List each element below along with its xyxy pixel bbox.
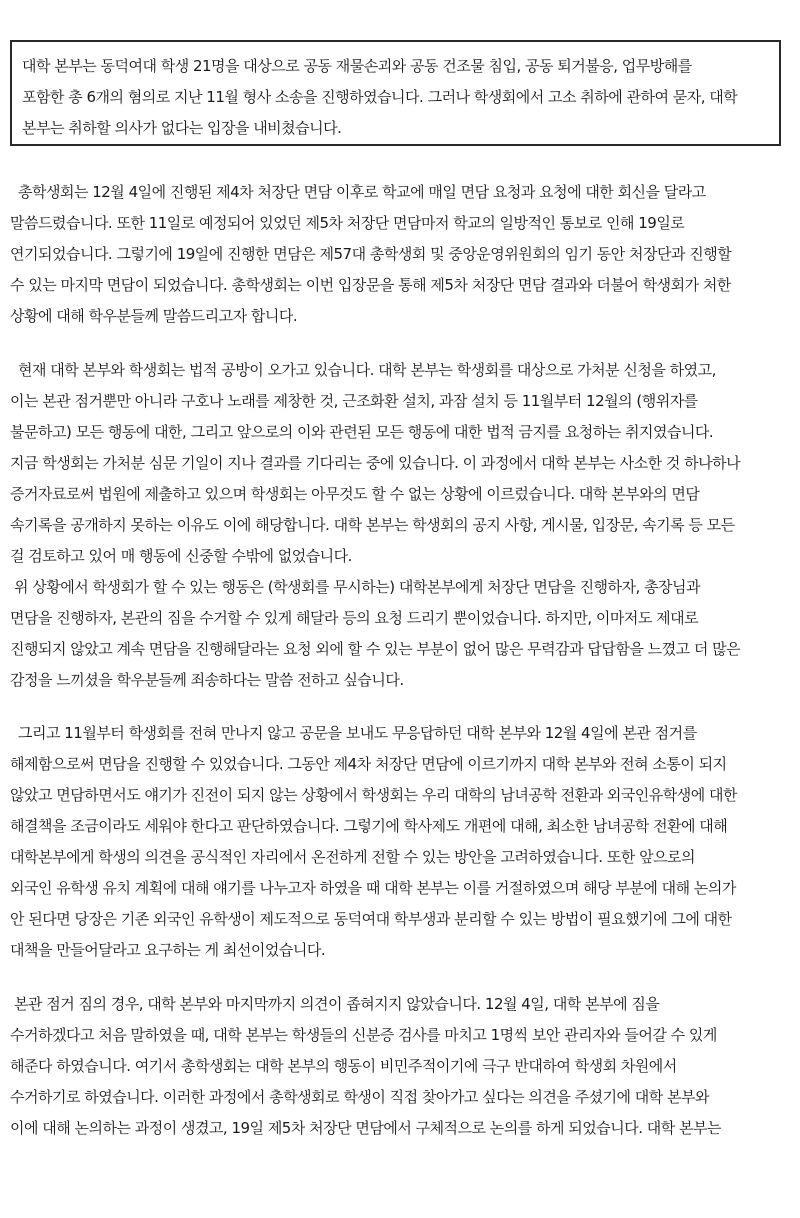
- paragraph-line: 수 있는 마지막 면담이 되었습니다. 총학생회는 이번 입장문을 통해 제5차 처장단 면담 결과와 더불어 학생회가 처한: [10, 276, 731, 294]
- paragraph-line: 현재 대학 본부와 학생회는 법적 공방이 오가고 있습니다. 대학 본부는 학생회를 대상으로 가처분 신청을 하였고,: [18, 361, 716, 379]
- paragraph-line: 해결책을 조금이라도 세워야 한다고 판단하였습니다. 그렇기에 학사제도 개편에 대해, 최소한 남녀공학 전환에 대해: [10, 817, 728, 835]
- paragraph-line: 걸 검토하고 있어 매 행동에 신중할 수밖에 없었습니다.: [10, 547, 352, 565]
- paragraph-line: 수거하겠다고 처음 말하였을 때, 대학 본부는 학생들의 신분증 검사를 마치고 1명씩 보안 관리자와 들어갈 수 있게: [10, 1026, 717, 1044]
- paragraph-line: 속기록을 공개하지 못하는 이유도 이에 해당합니다. 대학 본부는 학생회의 공지 사항, 게시물, 입장문, 속기록 등 모든: [10, 516, 735, 534]
- notice-line: 포함한 총 6개의 혐의로 지난 11월 형사 소송을 진행하였습니다. 그러나 학생회에서 고소 취하에 관하여 묻자, 대학: [22, 88, 738, 106]
- paragraph-line: 대학본부에게 학생의 의견을 공식적인 자리에서 온전하게 전할 수 있는 방안을 고려하였습니다. 또한 앞으로의: [10, 848, 696, 866]
- paragraph-line: 지금 학생회는 가처분 심문 기일이 지나 결과를 기다리는 중에 있습니다. 이 과정에서 대학 본부는 사소한 것 하나하나: [10, 454, 741, 472]
- paragraph-line: 본관 점거 짐의 경우, 대학 본부와 마지막까지 의견이 좁혀지지 않았습니다. 12월 4일, 대학 본부에 짐을: [14, 995, 660, 1013]
- paragraph-line: 그리고 11월부터 학생회를 전혀 만나지 않고 공문을 보내도 무응답하던 대학 본부와 12월 4일에 본관 점거를: [18, 724, 697, 742]
- paragraph-line: 이는 본관 점거뿐만 아니라 구호나 노래를 제창한 것, 근조화환 설치, 과잠 설치 등 11월부터 12월의 (행위자를: [10, 392, 698, 410]
- paragraph-line: 감정을 느끼셨을 학우분들께 죄송하다는 말씀 전하고 싶습니다.: [10, 671, 404, 689]
- paragraph-line: 수거하기로 하였습니다. 이러한 과정에서 총학생회로 학생이 직접 찾아가고 싶다는 의견을 주셨기에 대학 본부와: [10, 1088, 710, 1106]
- paragraph-line: 않았고 면담하면서도 얘기가 진전이 되지 않는 상황에서 학생회는 우리 대학의 남녀공학 전환과 외국인유학생에 대한: [10, 786, 738, 804]
- notice-line: 대학 본부는 동덕여대 학생 21명을 대상으로 공동 재물손괴와 공동 건조물 침입, 공동 퇴거불응, 업무방해를: [22, 57, 692, 75]
- paragraph-line: 총학생회는 12월 4일에 진행된 제4차 처장단 면담 이후로 학교에 매일 면담 요청과 요청에 대한 회신을 달라고: [18, 183, 706, 201]
- paragraph-line: 외국인 유학생 유치 계획에 대해 얘기를 나누고자 하였을 때 대학 본부는 이를 거절하였으며 해당 부분에 대해 논의가: [10, 879, 736, 897]
- paragraph-line: 면담을 진행하자, 본관의 짐을 수거할 수 있게 해달라 등의 요청 드리기 뿐이었습니다. 하지만, 이마저도 제대로: [10, 609, 699, 627]
- paragraph-line: 연기되었습니다. 그렇기에 19일에 진행한 면담은 제57대 총학생회 및 중앙운영위원회의 임기 동안 처장단과 진행할: [10, 245, 732, 263]
- paragraph-line: 진행되지 않았고 계속 면담을 진행해달라는 요청 외에 할 수 있는 부분이 없어 많은 무력감과 답답함을 느꼈고 더 많은: [10, 640, 741, 658]
- paragraph-line: 해제함으로써 면담을 진행할 수 있었습니다. 그동안 제4차 처장단 면담에 이르기까지 대학 본부와 전혀 소통이 되지: [10, 755, 727, 773]
- paragraph-line: 위 상황에서 학생회가 할 수 있는 행동은 (학생회를 무시하는) 대학본부에게 처장단 면담을 진행하자, 총장님과: [14, 578, 701, 596]
- paragraph-line: 상황에 대해 학우분들께 말씀드리고자 합니다.: [10, 307, 298, 325]
- paragraph-line: 말씀드렸습니다. 또한 11일로 예정되어 있었던 제5차 처장단 면담마저 학교의 일방적인 통보로 인해 19일로: [10, 214, 685, 232]
- paragraph-line: 해준다 하였습니다. 여기서 총학생회는 대학 본부의 행동이 비민주적이기에 극구 반대하여 학생회 차원에서: [10, 1057, 677, 1075]
- paragraph-line: 불문하고) 모든 행동에 대한, 그리고 앞으로의 이와 관련된 모든 행동에 대한 법적 금지를 요청하는 취지였습니다.: [10, 423, 714, 441]
- paragraph-line: 이에 대해 논의하는 과정이 생겼고, 19일 제5차 처장단 면담에서 구체적으로 논의를 하게 되었습니다. 대학 본부는: [10, 1119, 721, 1137]
- notice-line: 본부는 취하할 의사가 없다는 입장을 내비쳤습니다.: [22, 119, 342, 137]
- paragraph-line: 대책을 만들어달라고 요구하는 게 최선이었습니다.: [10, 941, 326, 959]
- paragraph-line: 증거자료로써 법원에 제출하고 있으며 학생회는 아무것도 할 수 없는 상황에 이르렀습니다. 대학 본부와의 면담: [10, 485, 700, 503]
- paragraph-line: 안 된다면 당장은 기존 외국인 유학생이 제도적으로 동덕여대 학부생과 분리할 수 있는 방법이 필요했기에 그에 대한: [10, 910, 732, 928]
